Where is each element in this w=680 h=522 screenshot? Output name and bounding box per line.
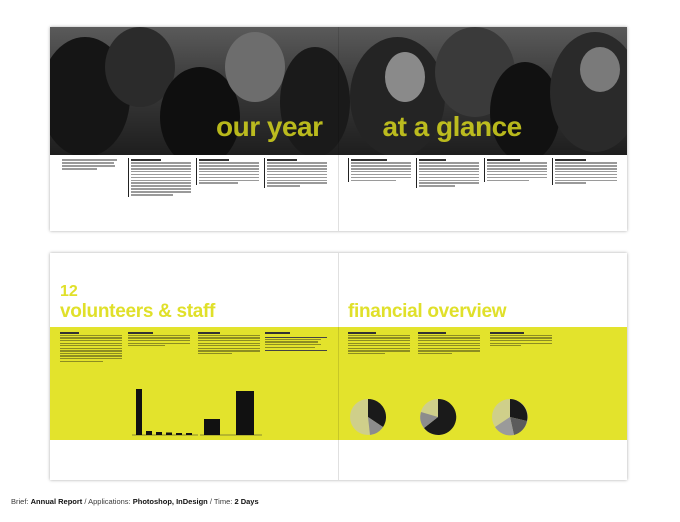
text-column xyxy=(60,331,122,363)
text-column xyxy=(490,331,552,348)
headline-part-2: at a glance xyxy=(382,111,522,142)
brief-label: Brief: xyxy=(11,497,29,506)
data-table xyxy=(265,331,327,351)
spread-fold xyxy=(338,253,339,480)
bar-chart-right xyxy=(198,385,264,437)
headline-our-year-at-a-glance xyxy=(216,111,522,143)
annual-report-spread-bottom xyxy=(50,253,627,480)
apps-label: / Applications: xyxy=(82,497,131,506)
text-column xyxy=(418,331,480,355)
bar-chart-left xyxy=(130,385,200,437)
time-label: / Time: xyxy=(207,497,233,506)
text-column xyxy=(128,158,191,197)
text-column xyxy=(348,331,410,355)
bar-chart-svg xyxy=(198,385,264,437)
text-column xyxy=(552,158,617,185)
text-column xyxy=(196,158,259,185)
text-column xyxy=(484,158,547,182)
section-title-volunteers: volunteers & staff xyxy=(60,301,216,322)
text-column xyxy=(128,331,190,348)
time-value: 2 Days xyxy=(234,497,259,506)
text-column xyxy=(264,158,327,188)
text-columns xyxy=(50,158,627,228)
text-column xyxy=(348,158,411,182)
project-caption xyxy=(11,497,259,506)
pie-chart-3 xyxy=(490,397,530,442)
pie-chart-2 xyxy=(418,397,458,442)
headline-part-1: our year xyxy=(216,111,323,142)
pie-chart-1 xyxy=(348,397,388,442)
section-title-financial: financial overview xyxy=(348,301,507,322)
bar-chart-svg xyxy=(130,385,200,437)
annual-report-spread-top xyxy=(50,27,627,231)
brief-value: Annual Report xyxy=(30,497,83,506)
section-number: 12 xyxy=(60,283,78,300)
text-column xyxy=(198,331,260,355)
text-column xyxy=(416,158,479,188)
apps-value: Photoshop, InDesign xyxy=(132,497,208,506)
intro-column xyxy=(62,158,120,171)
